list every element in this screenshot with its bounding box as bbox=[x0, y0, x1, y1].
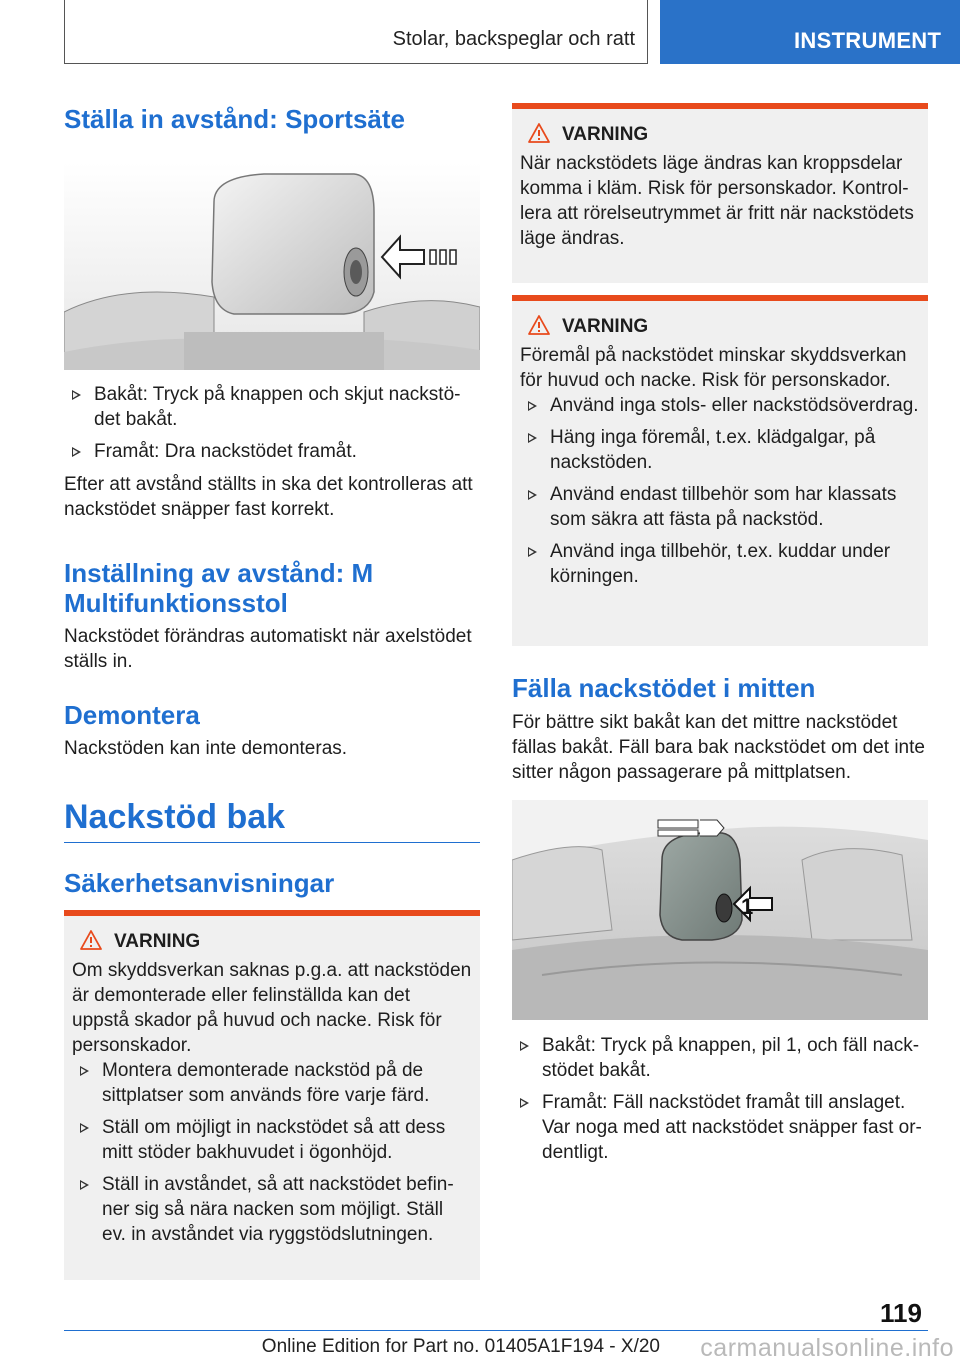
warning-box-objects bbox=[512, 295, 928, 646]
list-item: Bakåt: Tryck på knappen, pil 1, och fäll nackstödet bakåt. bbox=[512, 1033, 928, 1083]
warning-triangle-icon bbox=[528, 315, 550, 335]
list-item: Framåt: Dra nackstödet framåt. bbox=[64, 439, 480, 464]
image-rear-headrest bbox=[512, 800, 928, 1020]
warning-title: VARNING bbox=[562, 123, 920, 147]
footer-edition: Online Edition for Part no. 01405A1F194 - X/20 bbox=[261, 1336, 660, 1357]
list-item: Framåt: Fäll nackstödet framåt till anslaget. Var noga med att nackstödet snäpper fast ordentligt. bbox=[512, 1090, 928, 1165]
falla-bullets bbox=[512, 1033, 928, 1172]
heading-multifunction-seat: Inställning av avstånd: M Multifunktionsstol bbox=[64, 558, 374, 618]
triangle-bullet-icon bbox=[520, 1041, 529, 1051]
warning-box-pinch bbox=[512, 103, 928, 283]
heading-rule bbox=[64, 798, 480, 843]
warning-bullets bbox=[72, 1058, 472, 1247]
warning-triangle-icon bbox=[80, 930, 102, 950]
triangle-bullet-icon bbox=[520, 1098, 529, 1108]
triangle-bullet-icon bbox=[72, 447, 81, 457]
header-section-title: Stolar, backspeglar och ratt bbox=[392, 28, 635, 50]
footer-rule bbox=[64, 1330, 928, 1331]
triangle-bullet-icon bbox=[72, 390, 81, 400]
warning-bullets bbox=[520, 393, 920, 589]
paragraph-falla: För bättre sikt bakåt kan det mittre nackstödet fällas bakåt. Fäll bara bak nackstödet om det inte sitter någon passagerare på mittplatsen. bbox=[512, 712, 925, 783]
header-tab-instrument[interactable]: INSTRUMENT bbox=[660, 0, 960, 64]
warning-box-headrest-removed bbox=[64, 910, 480, 1280]
triangle-bullet-icon bbox=[80, 1180, 89, 1190]
watermark-logo[interactable]: carmanualsonline.info bbox=[700, 1334, 954, 1362]
heading-sakerhetsanvisningar: Säkerhetsanvisningar bbox=[64, 868, 335, 898]
list-item: Använd endast tillbehör som har klassats som säkra att fästa på nackstöd. bbox=[520, 482, 920, 532]
paragraph-multifunction: Nackstödet förändras automatiskt när axelstödet ställs in. bbox=[64, 626, 472, 672]
list-item: Använd inga tillbehör, t.ex. kuddar under körningen. bbox=[520, 539, 920, 589]
warning-text: Om skyddsverkan saknas p.g.a. att nackstöden är demonterade eller felinställda kan det uppstå skador på huvud och nacke. Risk för personskador. bbox=[72, 960, 472, 1056]
rear-headrest-illustration-icon bbox=[512, 800, 928, 1020]
sport-bullets bbox=[64, 382, 480, 471]
list-item: Bakåt: Tryck på knappen och skjut nackstödet bakåt. bbox=[64, 382, 480, 432]
triangle-bullet-icon bbox=[528, 401, 537, 411]
warning-text: Föremål på nackstödet minskar skyddsverkan för huvud och nacke. Risk för personskador. bbox=[520, 345, 907, 391]
paragraph-sport-check: Efter att avstånd ställts in ska det kontrolleras att nackstödet snäpper fast korrekt. bbox=[64, 474, 473, 520]
list-item: Ställ om möjligt in nackstödet så att dess mitt stöder bakhuvudet i ögonhöjd. bbox=[72, 1115, 472, 1165]
arrow-label-1: 1 bbox=[741, 894, 754, 919]
paragraph-demontera: Nackstöden kan inte demonteras. bbox=[64, 738, 348, 759]
list-item: Montera demonterade nackstöd på de sittplatser som används före varje färd. bbox=[72, 1058, 472, 1108]
triangle-bullet-icon bbox=[80, 1123, 89, 1133]
header-box bbox=[64, 0, 648, 64]
heading-nackstod-bak: Nackstöd bak bbox=[64, 798, 286, 836]
page-number: 119 bbox=[880, 1298, 922, 1328]
image-sport-headrest bbox=[64, 162, 480, 370]
warning-title: VARNING bbox=[562, 315, 920, 339]
warning-title: VARNING bbox=[114, 930, 472, 954]
list-item: Häng inga föremål, t.ex. klädgalgar, på nackstöden. bbox=[520, 425, 920, 475]
list-item: Använd inga stols- eller nackstödsöverdrag. bbox=[520, 393, 920, 418]
triangle-bullet-icon bbox=[528, 490, 537, 500]
warning-triangle-icon bbox=[528, 123, 550, 143]
list-item: Ställ in avståndet, så att nackstödet befinner sig så nära nacken som möjligt. Ställ ev. in avståndet via ryggstödslutningen. bbox=[72, 1172, 472, 1247]
warning-text: När nackstödets läge ändras kan kroppsdelar komma i kläm. Risk för personskador. Kontrollera att rörelseutrymmet är fritt när nackstödets läge ändras. bbox=[520, 153, 914, 249]
headrest-illustration-icon bbox=[64, 162, 480, 370]
triangle-bullet-icon bbox=[80, 1066, 89, 1076]
heading-falla-nackstodet: Fälla nackstödet i mitten bbox=[512, 673, 816, 703]
heading-sport-seat: Ställa in avstånd: Sportsäte bbox=[64, 104, 405, 134]
heading-demontera: Demontera bbox=[64, 700, 200, 730]
triangle-bullet-icon bbox=[528, 433, 537, 443]
triangle-bullet-icon bbox=[528, 547, 537, 557]
